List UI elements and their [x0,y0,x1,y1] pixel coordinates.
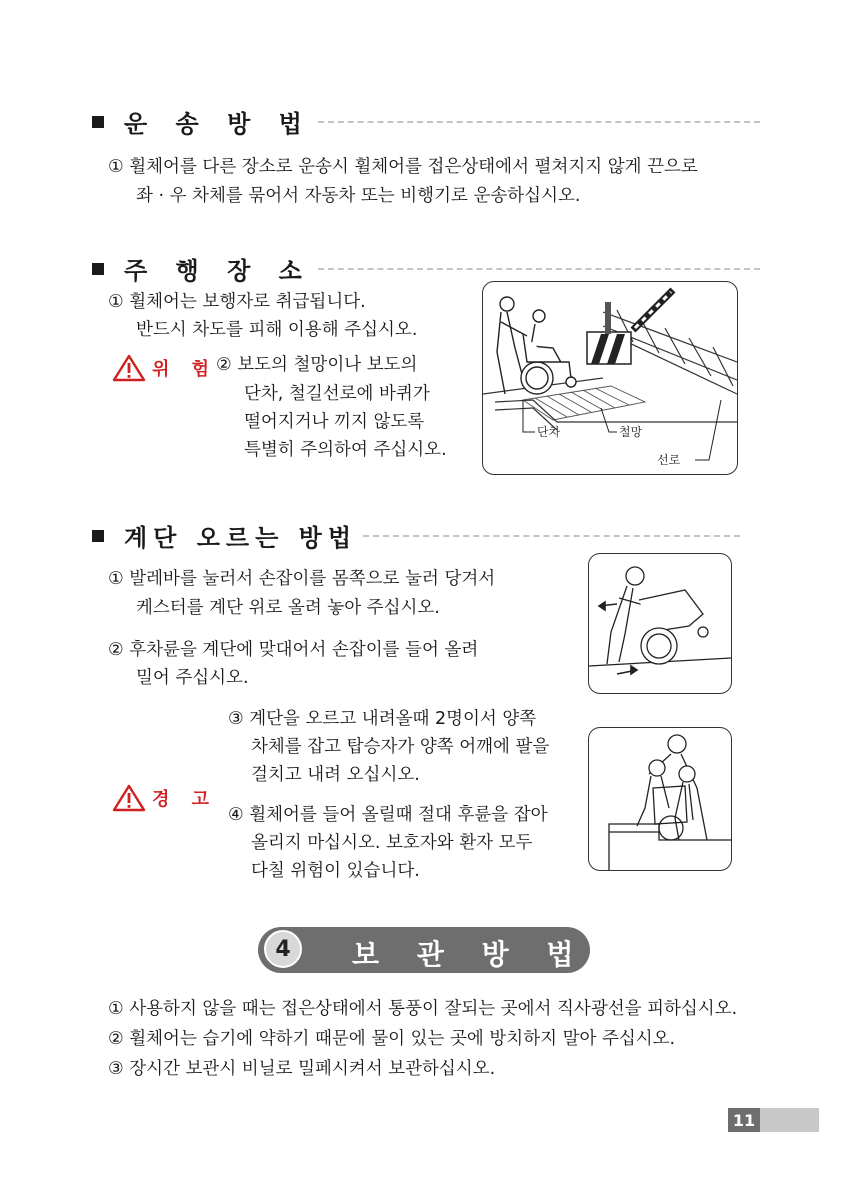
text-line: ② 휠체어는 습기에 약하기 때문에 물이 있는 곳에 방치하지 말아 주십시오. [108,1029,676,1049]
dashed-divider [363,535,740,537]
figure-label-grate: 철망 [619,425,643,439]
wheelchair-user-drawing [497,297,576,394]
dashed-divider [318,268,760,270]
text-line: ③ 장시간 보관시 비닐로 밀페시켜서 보관하십시오. [108,1059,496,1079]
text-line: 떨어지거나 끼지 않도록 [244,412,425,432]
text-line: ① 발레바를 눌러서 손잡이를 몸쪽으로 눌러 당겨서 [108,569,496,589]
text-line: 단차, 철길선로에 바퀴가 [244,384,430,404]
section-heading-transport [92,104,760,139]
bullet-square [92,263,104,275]
caution-text: 경 고 [152,789,218,810]
text-line: 케스터를 계단 위로 올려 놓아 주십시오. [136,598,440,618]
text-line: ③ 계단을 오르고 내려올때 2명이서 양쪽 [228,709,537,729]
bullet-square [92,530,104,542]
warning-triangle-icon [112,354,146,382]
figure-label-track: 선로 [657,453,681,467]
text-line: 올리지 마십시오. 보호자와 환자 모두 [251,833,533,853]
danger-label [112,354,217,382]
crossing-barrier-drawing [587,290,673,364]
text-line: ② 후차륜을 계단에 맞대어서 손잡이를 들어 올려 [108,640,479,660]
danger-text: 위 험 [152,359,218,380]
caution-label [112,784,217,812]
dashed-divider [318,121,760,123]
text-line: 차체를 잡고 탑승자가 양쪽 어깨에 팔을 [251,737,550,757]
warning-triangle-icon [112,784,146,812]
text-line: ① 사용하지 않을 때는 접은상태에서 통풍이 잘되는 곳에서 직사광선을 피하십시오. [108,999,738,1019]
section-title: 주 행 장 소 [124,257,312,285]
figure-road-hazards [482,281,738,475]
text-line: ① 휠체어는 보행자로 취급됩니다. [108,292,366,312]
figure-label-step: 단차 [537,425,561,439]
text-line: ② 보도의 철망이나 보도의 [216,355,418,375]
section-title: 운 송 방 법 [124,110,312,138]
page-number: 11 [728,1108,760,1132]
text-line: 밀어 주십시오. [136,668,249,688]
figure-two-person-carry [588,727,732,871]
text-line: 다칠 위험이 있습니다. [251,861,420,881]
text-line: ① 휠체어를 다른 장소로 운송시 휠체어를 접은상태에서 펼쳐지지 않게 끈으로 [108,157,698,177]
text-line: 걸치고 내려 오십시오. [251,765,420,785]
section-heading-stairs [92,518,740,553]
figure-tilt-wheelchair [588,553,732,694]
section-number-badge: 4 [264,930,302,968]
text-line: 반드시 차도를 피해 이용해 주십시오. [136,320,418,340]
storage-title: 보 관 방 법 [352,938,588,971]
bullet-square [92,116,104,128]
text-line: ④ 휠체어를 들어 올릴때 절대 후륜을 잡아 [228,805,548,825]
section-title: 계단 오르는 방법 [124,524,357,552]
text-line: 좌 · 우 차체를 묶어서 자동차 또는 비행기로 운송하십시오. [136,186,581,206]
text-line: 특별히 주의하여 주십시오. [244,440,447,460]
